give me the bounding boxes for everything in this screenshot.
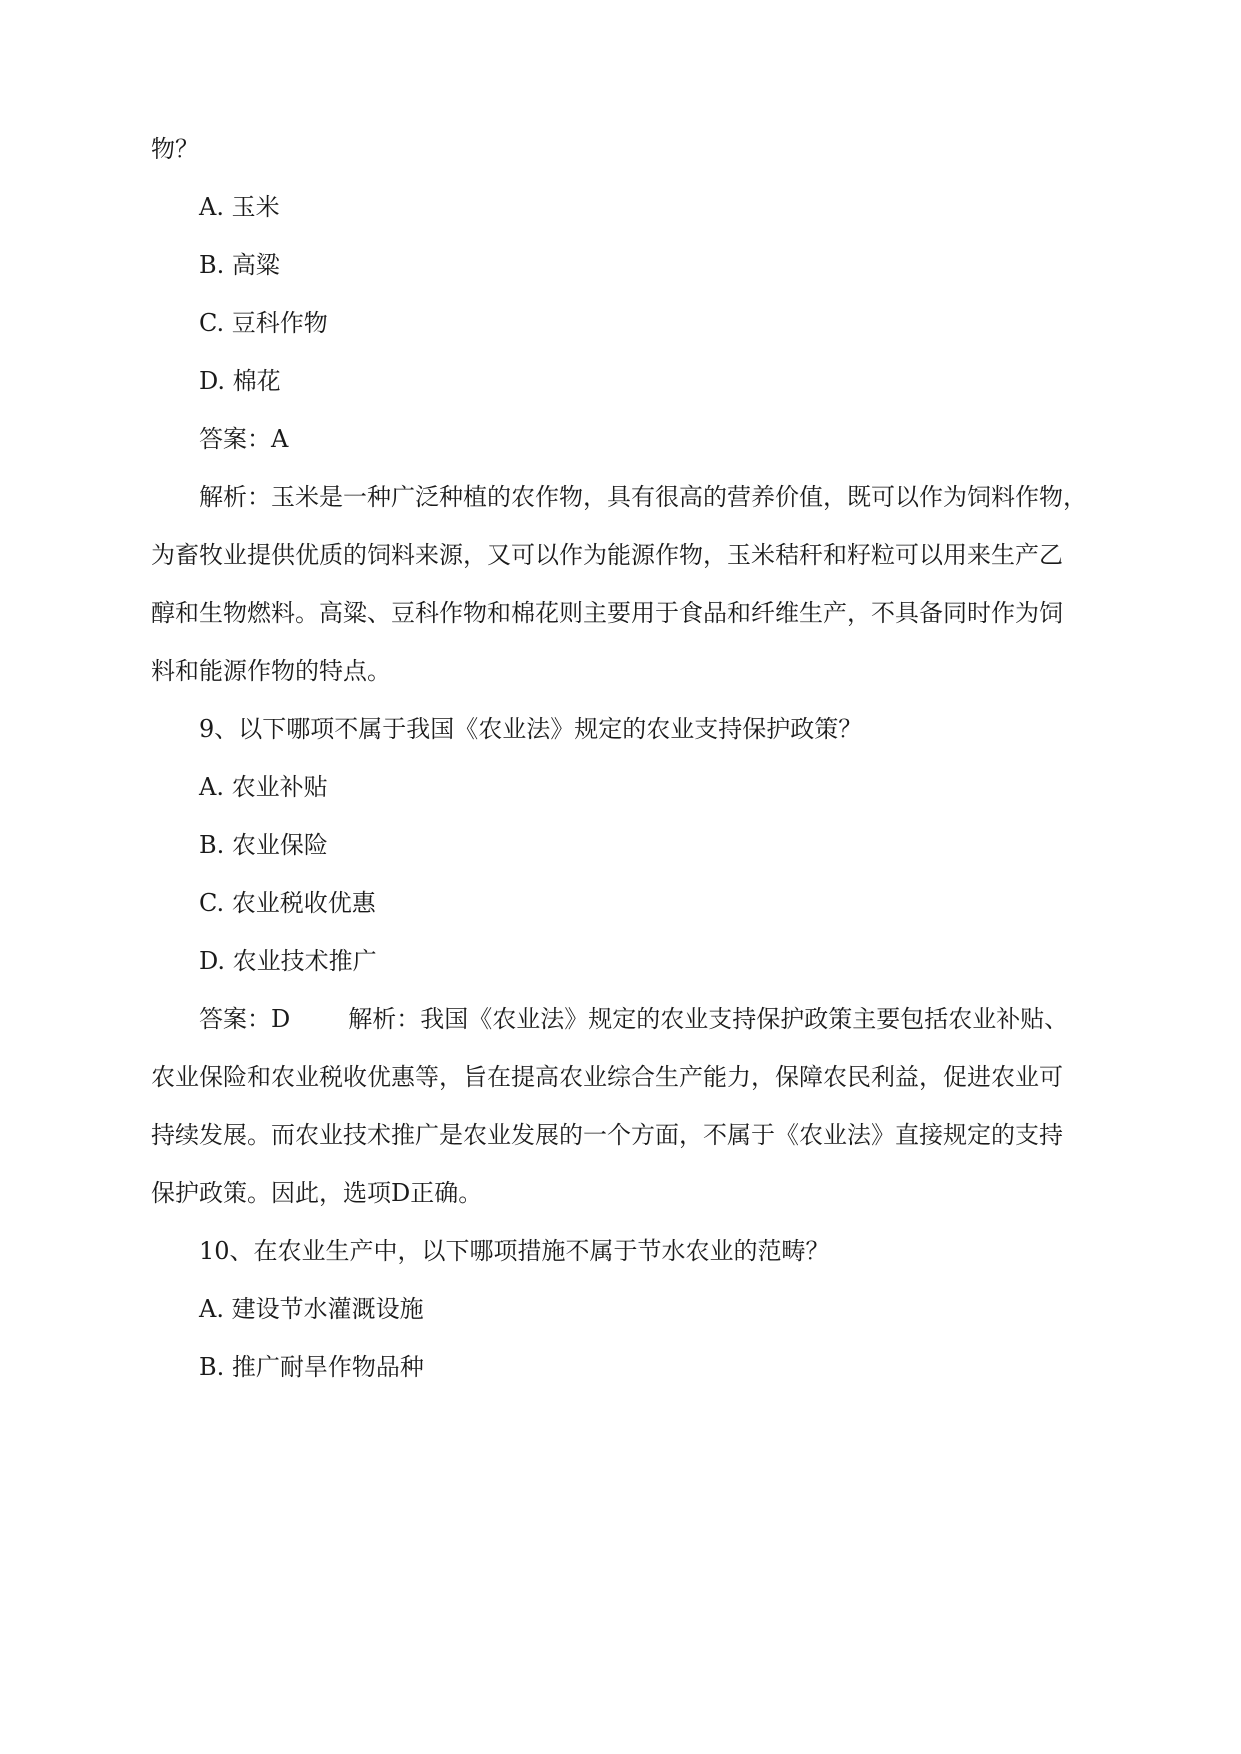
question-9-option-a: A. 农业补贴: [199, 773, 328, 801]
question-9-option-b: B. 农业保险: [199, 831, 328, 859]
question-9-option-d: D. 农业技术推广: [199, 947, 377, 975]
question-8-analysis-line-4: 料和能源作物的特点。: [151, 657, 391, 685]
question-8-option-b: B. 高粱: [199, 251, 280, 279]
question-9-analysis-line-1: 解析：我国《农业法》规定的农业支持保护政策主要包括农业补贴、: [348, 1005, 1069, 1033]
question-8-answer: 答案：A: [199, 425, 289, 453]
question-9-answer: 答案：D: [199, 1005, 291, 1033]
question-10-text: 10、在农业生产中，以下哪项措施不属于节水农业的范畴？: [199, 1237, 830, 1265]
question-9-analysis-line-3: 持续发展。而农业技术推广是农业发展的一个方面，不属于《农业法》直接规定的支持: [151, 1121, 1063, 1149]
question-9-analysis-line-2: 农业保险和农业税收优惠等，旨在提高农业综合生产能力，保障农民利益，促进农业可: [151, 1063, 1063, 1091]
question-8-analysis-line-2: 为畜牧业提供优质的饲料来源，又可以作为能源作物，玉米秸秆和籽粒可以用来生产乙: [151, 541, 1063, 569]
question-9-analysis-line-4: 保护政策。因此，选项D正确。: [151, 1179, 483, 1207]
question-8-tail: 物？: [151, 135, 199, 163]
question-10-option-b: B. 推广耐旱作物品种: [199, 1353, 424, 1381]
question-8-option-d: D. 棉花: [199, 367, 281, 395]
question-9-text: 9、以下哪项不属于我国《农业法》规定的农业支持保护政策？: [199, 715, 863, 743]
question-9-option-c: C. 农业税收优惠: [199, 889, 376, 917]
question-8-analysis-line-3: 醇和生物燃料。高粱、豆科作物和棉花则主要用于食品和纤维生产，不具备同时作为饲: [151, 599, 1063, 627]
question-8-analysis-line-1: 解析：玉米是一种广泛种植的农作物，具有很高的营养价值，既可以作为饲料作物，: [199, 483, 1087, 511]
question-9-answer-row: [199, 1004, 1068, 1034]
question-8-option-c: C. 豆科作物: [199, 309, 328, 337]
question-10-option-a: A. 建设节水灌溉设施: [199, 1295, 424, 1323]
question-8-option-a: A. 玉米: [199, 193, 280, 221]
